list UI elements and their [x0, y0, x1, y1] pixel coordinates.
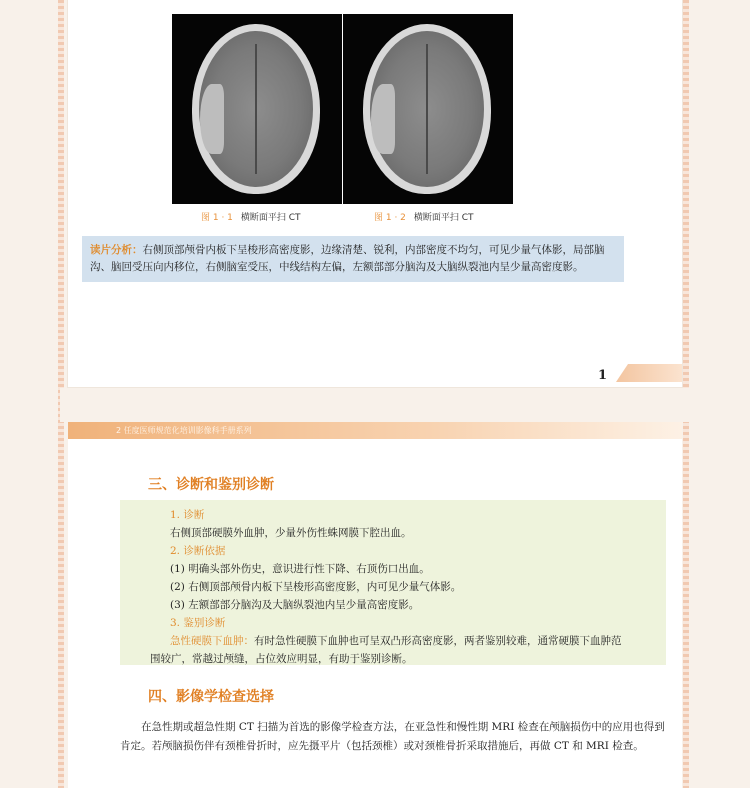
ct-image-1	[172, 14, 342, 204]
ct-image-2	[343, 14, 513, 204]
basis-item-3: (3) 左额部部分脑沟及大脑纵裂池内呈少量高密度影。	[170, 599, 420, 611]
figure-caption-1: 图 1 · 1 横断面平扫 CT	[201, 213, 301, 223]
page-number: 1	[598, 368, 608, 383]
section-4-paragraph: 在急性期或超急性期 CT 扫描为首选的影像学检查方法，在亚急性和慢性期 MRI 检查在颅脑损伤中的应用也得到肯定。若颅脑损伤伴有颈椎骨折时，应先摄平片（包括颈椎）或对颈椎骨折采取措施后，再做 CT 和 MRI 检查。	[120, 721, 665, 752]
reading-analysis-label: 读片分析：	[90, 244, 143, 256]
diagnosis-text: 右侧顶部硬膜外血肿，少量外伤性蛛网膜下腔出血。	[170, 527, 412, 539]
basis-item-1: (1) 明确头部外伤史，意识进行性下降、右顶伤口出血。	[170, 563, 430, 575]
reading-analysis-text: 右侧顶部颅骨内板下呈梭形高密度影，边缘清楚、锐利，内部密度不均匀，可见少量气体影，局部脑沟、脑回受压向内移位，右侧脑室受压，中线结构左偏，左额部部分脑沟及大脑纵裂池内呈少量高密度影。	[90, 244, 605, 273]
diagnosis-box	[120, 500, 666, 665]
differential-line-2: 围较广，常越过颅缝，占位效应明显，有助于鉴别诊断。	[150, 653, 413, 665]
page-lower	[68, 422, 682, 788]
figure-caption-2: 图 1 · 2 横断面平扫 CT	[374, 213, 474, 223]
running-head: 2 任度医师规范化培训影像科手册系列	[68, 422, 682, 439]
page-gap	[60, 388, 690, 422]
reading-analysis-box	[82, 236, 624, 282]
page-number-tab	[616, 364, 682, 382]
section-4-heading: 四、影像学检查选择	[148, 689, 274, 705]
differential-line-1: 急性硬膜下血肿：有时急性硬膜下血肿也可呈双凸形高密度影，两者鉴别较难，通常硬膜下血肿范	[170, 635, 622, 647]
subheading-basis: 2. 诊断依据	[170, 545, 226, 557]
subheading-differential: 3. 鉴别诊断	[170, 617, 226, 629]
basis-item-2: (2) 右侧顶部颅骨内板下呈梭形高密度影，内可见少量气体影。	[170, 581, 462, 593]
subheading-diagnosis: 1. 诊断	[170, 509, 205, 521]
section-3-heading: 三、诊断和鉴别诊断	[148, 477, 274, 493]
page-upper	[68, 0, 682, 387]
